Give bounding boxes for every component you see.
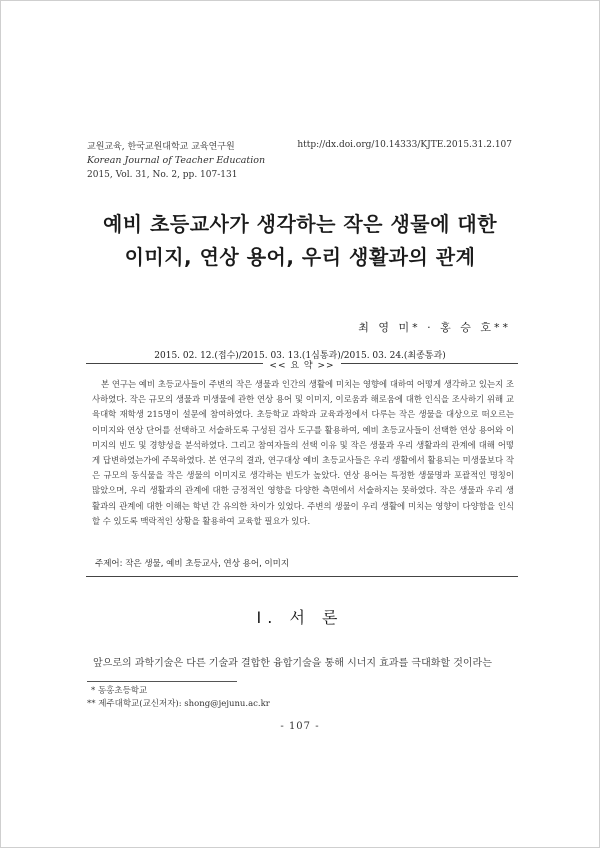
authors: 최 영 미* · 홍 승 호** [358, 321, 511, 334]
footnotes [87, 685, 270, 711]
journal-info [87, 140, 265, 182]
abstract-heading [86, 358, 518, 371]
section-heading: Ⅰ. 서 론 [256, 608, 344, 627]
citation: 2015, Vol. 31, No. 2, pp. 107-131 [87, 170, 238, 180]
footnote-2: ** 제주대학교(교신저자): shong@jejunu.ac.kr [87, 699, 270, 709]
paper-title [1, 208, 599, 274]
title-line-1: 예비 초등교사가 생각하는 작은 생물에 대한 [102, 212, 498, 236]
publisher: 교원교육, 한국교원대학교 교육연구원 [87, 142, 235, 152]
title-line-2: 이미지, 연상 용어, 우리 생활과의 관계 [124, 245, 476, 269]
abstract-heading-label: << 요 약 >> [263, 361, 340, 371]
journal-name-english: Korean Journal of Teacher Education [87, 155, 266, 166]
page-number: - 107 - [280, 721, 320, 732]
keywords: 주제어: 작은 생물, 예비 초등교사, 연상 용어, 이미지 [95, 559, 290, 569]
abstract-body: 본 연구는 예비 초등교사들이 주변의 작은 생물과 인간의 생활에 미치는 영향에 대하여 어떻게 생각하고 있는지 조사하였다. 작은 규모의 생물과 미생물에 관한 연상 용어 및 이미지, 이로움과 해로움에 대한 인식을 조사하기 위해 교육대학 재학생 215명이 설문에 참여하였다. 초등학교 과학과 교육과정에서 다루는 작은 생물을 대상으로 떠오르는 이미지와 연상 단어를 선택하고 서술하도록 구성된 검사 도구를 활용하여, 예비 초등교사들이 선택한 연상 용어와 이미지의 빈도 및 경향성을 분석하였다. 그리고 참여자들의 선택 이유 및 작은 생물과 우리 생활과의 관계에 대해 어떻게 답변하였는가에 주목하였다. 본 연구의 결과, 연구대상 예비 초등교사들은 우리 생활에서 활용되는 미생물보다 작은 규모의 동식물을 작은 생물의 이미지로 생각하는 빈도가 높았다. 연상 용어는 특정한 생물명과 포괄적인 명칭이 많았으며, 우리 생활과의 관계에 대한 긍정적인 영향을 다양한 측면에서 서술하지는 못하였다. 작은 생물과 우리 생활과의 관계에 대한 이해는 학년 간 유의한 차이가 있었다. 주변의 생물이 우리 생활에 미치는 영향이 다양함을 인식할 수 있도록 맥락적인 상황을 활용하여 교육할 필요가 있다. [92, 379, 514, 526]
footnote-1: * 동홍초등학교 [91, 686, 148, 696]
abstract-box [86, 363, 518, 577]
body-paragraph: 앞으로의 과학기술은 다른 기술과 결합한 융합기술을 통해 시너지 효과를 극대화할 것이라는 [93, 658, 492, 669]
doi-link[interactable]: http://dx.doi.org/10.14333/KJTE.2015.31.2.107 [297, 140, 512, 150]
footnote-divider [87, 681, 237, 682]
submission-dates: 2015. 02. 12.(접수)/2015. 03. 13.(1심통과)/2015. 03. 24.(최종통과) [154, 351, 446, 361]
